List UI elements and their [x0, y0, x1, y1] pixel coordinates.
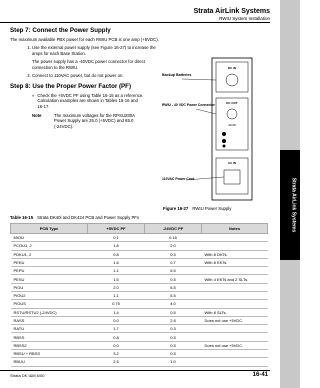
cell-pcb-type: RBSU + RBSS: [11, 349, 88, 357]
step7-list: [10, 45, 157, 78]
power-supply-figure: [160, 56, 268, 206]
table-row: [11, 291, 268, 299]
cell-pcb-type: PEKU: [11, 258, 88, 266]
cell-pcb-type: PCOU1, 2: [11, 242, 88, 250]
dc-in-connector: [226, 74, 238, 86]
cell-pcb-type: RASS: [11, 316, 88, 324]
cell-pcb-type: PEPU: [11, 267, 88, 275]
table-row: [11, 242, 268, 250]
cell-5vdc-pf: 2.5: [88, 358, 145, 366]
table-caption-text: Strata DK40i and DK424 PCB and Power Supply PFs: [37, 215, 140, 220]
step7-item-1: [32, 45, 157, 70]
table-row: [11, 250, 268, 258]
footer-rule: [0, 370, 270, 371]
cell-5vdc-pf: 1.7: [88, 325, 145, 333]
cell-5vdc-pf: 0.0: [88, 341, 145, 349]
cell-5vdc-pf: 1.1: [88, 267, 145, 275]
table-row: [11, 316, 268, 324]
cell-24vdc-pf: 0.3: [145, 341, 202, 349]
col-notes: Notes: [202, 224, 268, 234]
dc-in-label: DC IN: [227, 66, 237, 70]
table-row: [11, 267, 268, 275]
table-row: [11, 341, 268, 349]
ac-in-socket: [224, 170, 240, 184]
cell-24vdc-pf: 6.5: [145, 291, 202, 299]
power-connector-label: RWIU - 40 VDC Power Connector: [162, 103, 215, 107]
cell-pcb-type: PIOU2: [11, 291, 88, 299]
header-rule: [0, 22, 270, 23]
cell-notes: [202, 358, 268, 366]
figure-number: Figure 16-27: [163, 206, 189, 211]
cell-24vdc-pf: 0.5: [145, 308, 202, 316]
cell-5vdc-pf: 0.0: [88, 316, 145, 324]
cell-notes: [202, 291, 268, 299]
figure-caption: [163, 206, 231, 211]
cell-24vdc-pf: 0.7: [145, 258, 202, 266]
cell-5vdc-pf: 1.6: [88, 258, 145, 266]
cell-24vdc-pf: 0.3: [145, 325, 202, 333]
cell-24vdc-pf: 6.5: [145, 283, 202, 291]
cell-24vdc-pf: 0.3: [145, 250, 202, 258]
dc-out-connector: [227, 109, 237, 119]
cell-notes: With 8 SLTs.: [202, 308, 268, 316]
cell-24vdc-pf: 0.5: [145, 275, 202, 283]
side-tab: [280, 0, 300, 388]
table-header-row: [11, 224, 268, 234]
cell-24vdc-pf: 4.0: [145, 300, 202, 308]
cell-notes: With 8 EKTs.: [202, 258, 268, 266]
cell-notes: [202, 300, 268, 308]
table-caption: [10, 215, 139, 220]
cell-24vdc-pf: 2.0: [145, 242, 202, 250]
cell-notes: With 4 EKTs and 2 SLTs.: [202, 275, 268, 283]
cell-24vdc-pf: 0.3: [145, 349, 202, 357]
cell-notes: [202, 349, 268, 357]
cell-pcb-type: PESU: [11, 275, 88, 283]
indicator-light: [223, 145, 226, 148]
col-24vdc-pf: -24VDC PF: [145, 224, 202, 234]
cell-5vdc-pf: 1.4: [88, 308, 145, 316]
step8-heading: Step 8: Use the Proper Power Factor (PF): [10, 83, 132, 91]
step7-item-2: 2. Connect to 110VAC power, but do not power on.: [32, 73, 157, 79]
cell-pcb-type: RBUU: [11, 358, 88, 366]
table-row: [11, 349, 268, 357]
cell-pcb-type: RATU: [11, 325, 88, 333]
cell-5vdc-pf: 2.0: [88, 283, 145, 291]
ac-in-label: AC IN: [227, 161, 237, 165]
dc-out-label: DC OUT: [226, 101, 238, 105]
cell-5vdc-pf: 0.8: [88, 250, 145, 258]
step8-bullet-text: Check the +5VDC PF using Table 16-15 as a reference. Calculation examples are shown in Tables 16-16 and 16-17.: [37, 92, 144, 109]
table-row: [11, 283, 268, 291]
cell-5vdc-pf: 1.5: [88, 275, 145, 283]
table-row: [11, 308, 268, 316]
cell-pcb-type: MIOU: [11, 234, 88, 242]
step7-item-1-extra: The power supply has a -40VDC power connector for direct connection to the RWIU.: [32, 59, 145, 70]
cell-notes: [202, 267, 268, 275]
table-row: [11, 333, 268, 341]
table-row: [11, 358, 268, 366]
cell-5vdc-pf: 0.8: [88, 333, 145, 341]
footer-left: Strata DK I&M 6/00: [10, 373, 45, 378]
cell-notes: Does not use +5VDC.: [202, 316, 268, 324]
page-number: 16-41: [252, 372, 268, 378]
step7-item-1-text: Use the external power supply (see Figure 16-27) to increase the amps for each Base Station.: [32, 45, 156, 56]
table-row: [11, 325, 268, 333]
cell-pcb-type: PIOU: [11, 283, 88, 291]
indicator-light: [222, 132, 226, 136]
cell-5vdc-pf: 0.1: [88, 234, 145, 242]
indicator-light: [222, 139, 226, 143]
cell-24vdc-pf: 6.5: [145, 267, 202, 275]
cell-notes: [202, 333, 268, 341]
cell-pcb-type: PIOUS: [11, 300, 88, 308]
connector-voltage-label: -40VDC: [227, 124, 237, 127]
cell-notes: [202, 283, 268, 291]
cell-5vdc-pf: 1.8: [88, 242, 145, 250]
cell-pcb-type: PDKU1, 2: [11, 250, 88, 258]
cell-5vdc-pf: 0.75: [88, 300, 145, 308]
cell-5vdc-pf: 1.1: [88, 291, 145, 299]
cell-pcb-type: RBSS: [11, 333, 88, 341]
cell-pcb-type: RSTU/RSTU2 (-24VDC): [11, 308, 88, 316]
cell-24vdc-pf: 0.3: [145, 333, 202, 341]
note-text: The maximum voltages for the RPSU280A Power Supply are 25.0 (+5VDC) and 65.0 (-24VDC).: [54, 112, 135, 129]
power-factor-table: [10, 223, 268, 367]
page-header: [194, 8, 270, 21]
step7-intro: The maximum available PBX power for each RWIU PCB is one amp (+5VDC).: [10, 36, 159, 42]
cell-24vdc-pf: 2.8: [145, 316, 202, 324]
table-row: [11, 234, 268, 242]
table-row: [11, 275, 268, 283]
table-number: Table 16-15: [10, 215, 34, 220]
table-row: [11, 300, 268, 308]
cell-notes: [202, 234, 268, 242]
cell-pcb-type: RBSS2: [11, 341, 88, 349]
bullet-arrow-icon: »: [32, 92, 35, 98]
note-label: Note: [32, 112, 42, 118]
power-cord-label: 110VAC Power Cord: [162, 177, 195, 181]
side-tab-label: Strata AirLink Systems: [291, 177, 297, 233]
table-row: [11, 258, 268, 266]
figure-caption-text: RWIU Power Supply: [192, 206, 232, 211]
cell-notes: Does not use +5VDC.: [202, 341, 268, 349]
step7-heading: Step 7: Connect the Power Supply: [10, 27, 111, 34]
cell-24vdc-pf: 1.0: [145, 358, 202, 366]
cell-notes: [202, 242, 268, 250]
col-pcb-type: PCB Type: [11, 224, 88, 234]
step8-bullet: [32, 93, 144, 110]
cell-24vdc-pf: 0.16: [145, 234, 202, 242]
backup-batteries-text: Backup Batteries: [162, 73, 192, 77]
col-5vdc-pf: +5VDC PF: [88, 224, 145, 234]
cell-notes: [202, 325, 268, 333]
cell-notes: With 8 DKTs.: [202, 250, 268, 258]
cell-5vdc-pf: 3.2: [88, 349, 145, 357]
header-subtitle: RWIU System Installation: [219, 16, 270, 21]
header-title: Strata AirLink Systems: [193, 8, 270, 15]
backup-batteries-label: [162, 73, 191, 77]
callout-line: [182, 79, 216, 80]
